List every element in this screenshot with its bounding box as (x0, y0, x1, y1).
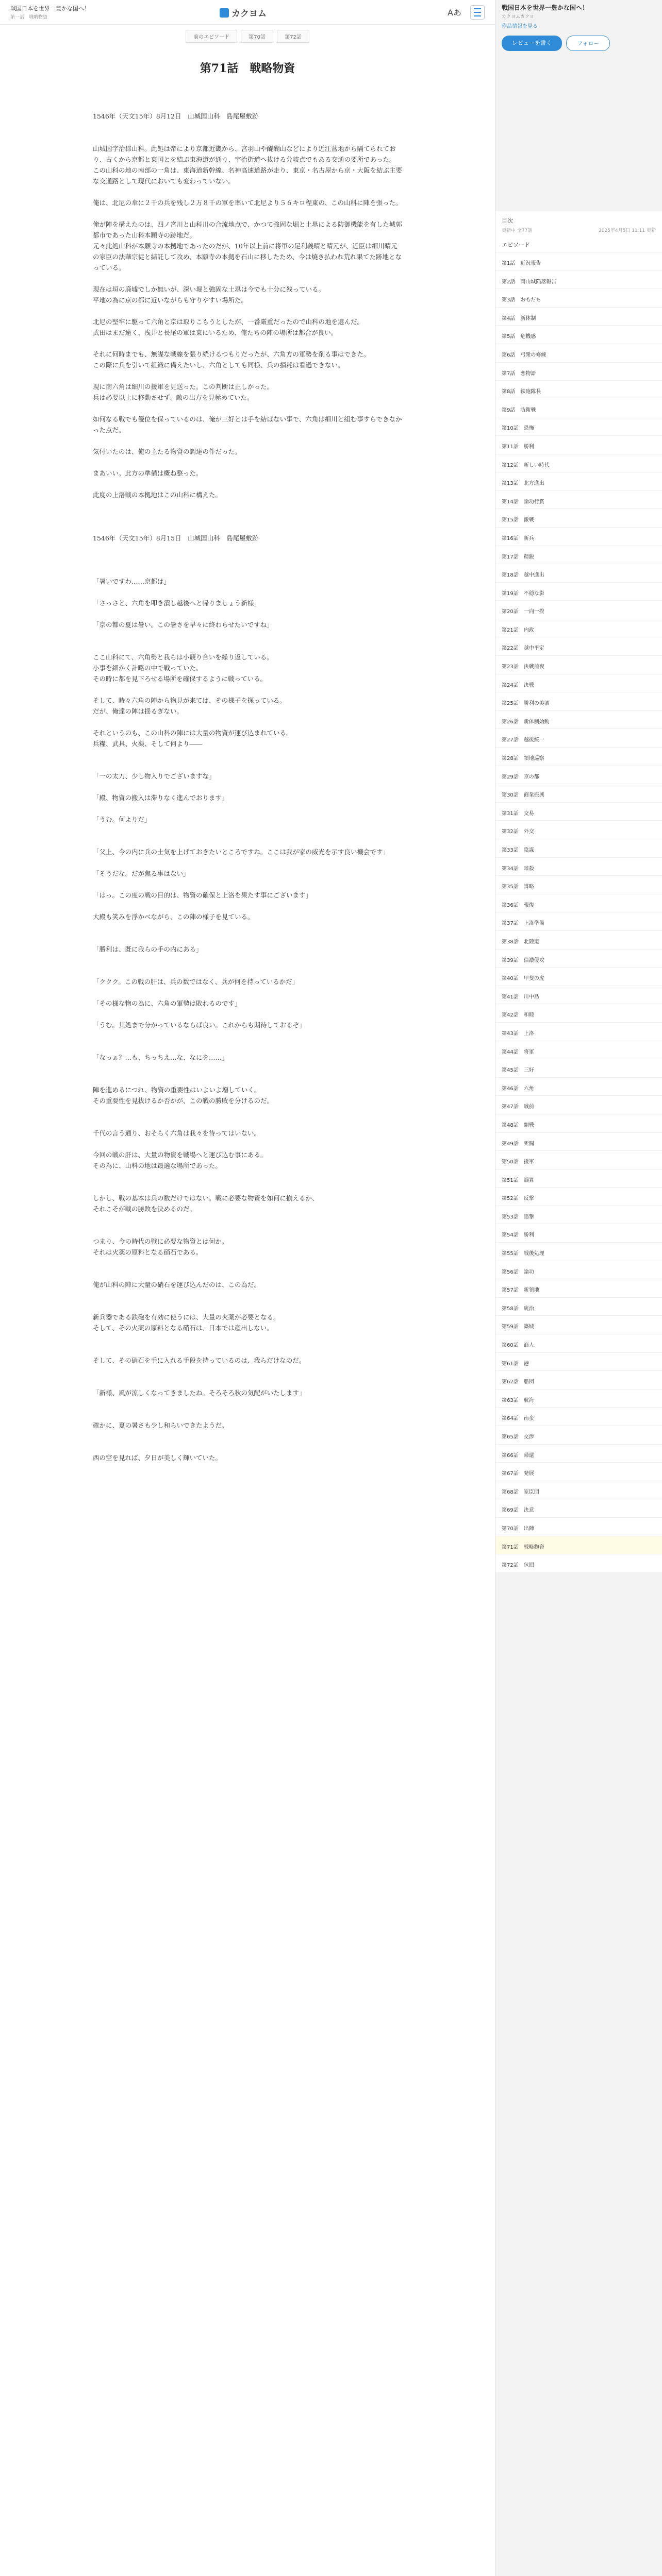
body-paragraph: それに何時までも、無謀な戦線を張り続けるつもりだったが、六角方の軍勢を削る事はできた。 (93, 350, 370, 358)
review-button[interactable]: レビューを書く (502, 36, 562, 51)
episode-link[interactable]: 第11話 勝利 (495, 436, 662, 454)
episode-link[interactable]: 第2話 岡山城陥落報告 (495, 271, 662, 290)
body-paragraph: 「なっぁ？…も、ちっちえ…な、なにを……」 (93, 1054, 228, 1061)
menu-button[interactable] (470, 5, 485, 20)
logo-text: カクヨム (231, 9, 267, 19)
blank-line (93, 544, 402, 554)
body-paragraph: 俺が陣を構えたのは、四ノ宮川と山科川の合流地点で、かつて強固な堀と土塁による防御機能を有した城郭都市であった山科本願寺の跡地だ。 (93, 221, 402, 239)
episode-link[interactable]: 第47話 戦前 (495, 1096, 662, 1114)
body-paragraph: この際に兵を引いて組織に備えたいし、六角としても同様、兵の損耗は看過できない。 (93, 361, 344, 369)
body-paragraph: 1546年（天文15年）8月12日 山城国山科 島尾屋敷跡 (93, 112, 259, 120)
work-info-link[interactable]: 作品情報を見る (502, 24, 538, 29)
blank-line (93, 1398, 402, 1409)
body-paragraph: それというのも、この山科の陣には大量の物資が運び込まれている。 (93, 729, 293, 737)
episode-link[interactable]: 第56話 論功 (495, 1261, 662, 1280)
episode-link[interactable]: 第58話 統治 (495, 1298, 662, 1316)
current-episode-label: 第70話 (241, 30, 273, 43)
blank-line (93, 879, 402, 890)
episode-link[interactable]: 第9話 防衛戦 (495, 399, 662, 418)
body-paragraph: 1546年（天文15年）8月15日 山城国山科 島尾屋敷跡 (93, 534, 259, 542)
episode-link[interactable]: 第10話 恐怖 (495, 417, 662, 436)
body-paragraph: その時に都を見下ろせる場所を確保するように戦っている。 (93, 675, 267, 683)
site-logo[interactable] (220, 6, 267, 19)
blank-line (93, 306, 402, 316)
blank-line (93, 825, 402, 836)
episodes-heading: エピソード (495, 238, 662, 252)
episode-link[interactable]: 第6話 弓衆の修練 (495, 344, 662, 363)
body-paragraph: 「うむ。其処まで分かっているならば良い。これからも期待しておるぞ」 (93, 1021, 306, 1029)
blank-line (93, 836, 402, 846)
blank-line (93, 565, 402, 576)
work-info[interactable] (10, 4, 144, 20)
blank-line (93, 1431, 402, 1442)
body-paragraph: 小事を細かく計略の中で戦っていた。 (93, 664, 203, 672)
episode-link[interactable]: 第64話 南蛮 (495, 1408, 662, 1426)
body-paragraph: 此度の上洛戦の本拠地はこの山科に構えた。 (93, 491, 222, 499)
episode-pager (0, 30, 495, 43)
blank-line (93, 1344, 402, 1355)
body-paragraph: 兵は必要以上に移動させず、敵の出方を見極めていた。 (93, 394, 254, 401)
blank-line (93, 273, 402, 284)
top-bar (0, 0, 495, 25)
body-paragraph: 「そうだな。だが焦る事はない」 (93, 870, 190, 877)
blank-line (93, 1301, 402, 1312)
episode-link[interactable]: 第48話 開戦 (495, 1114, 662, 1133)
episode-link[interactable]: 第38話 北陸道 (495, 931, 662, 950)
blank-line (93, 608, 402, 619)
episode-link[interactable]: 第29話 京の都 (495, 766, 662, 785)
blank-line (93, 1258, 402, 1268)
episode-link[interactable]: 第40話 甲斐の虎 (495, 968, 662, 986)
work-title[interactable]: 戦国日本を世界一豊かな国へ！ (10, 5, 90, 12)
episode-link[interactable]: 第34話 暗殺 (495, 858, 662, 876)
episode-link[interactable]: 第71話 戦略物資 (495, 1536, 662, 1555)
episode-link[interactable]: 第33話 陰謀 (495, 839, 662, 858)
body-paragraph: 西の空を見れば、夕日が美しく輝いていた。 (93, 1454, 222, 1462)
blank-line (93, 933, 402, 944)
blank-line (93, 1290, 402, 1301)
blank-line (93, 208, 402, 219)
episode-link[interactable]: 第55話 戦後処理 (495, 1243, 662, 1261)
episode-link[interactable]: 第32話 外交 (495, 821, 662, 839)
episode-body (93, 111, 402, 1463)
blank-line (93, 1030, 402, 1041)
episode-link[interactable]: 第44話 将軍 (495, 1041, 662, 1060)
episode-link[interactable]: 第54話 勝利 (495, 1224, 662, 1243)
episode-link[interactable]: 第50話 援軍 (495, 1151, 662, 1170)
body-paragraph: 新兵器である鉄砲を有効に使うには、大量の火薬が必要となる。 (93, 1313, 280, 1321)
blank-line (93, 479, 402, 489)
blank-line (93, 370, 402, 381)
blank-line (93, 1214, 402, 1225)
episode-link[interactable]: 第27話 越後統一 (495, 729, 662, 748)
episode-link[interactable]: 第52話 反撃 (495, 1188, 662, 1206)
episode-link[interactable]: 第60話 商人 (495, 1334, 662, 1353)
sidebar (495, 0, 662, 2576)
episode-link[interactable]: 第53話 追撃 (495, 1206, 662, 1225)
episode-link[interactable]: 第39話 信濃侵攻 (495, 950, 662, 968)
blank-line (93, 1333, 402, 1344)
blank-line (93, 1009, 402, 1020)
font-settings-button[interactable]: Aあ (448, 8, 461, 18)
episode-link[interactable]: 第19話 不穏な影 (495, 583, 662, 601)
episode-link[interactable]: 第3話 おもだち (495, 289, 662, 308)
body-paragraph: 「殿、物資の搬入は滞りなく進んでおります」 (93, 794, 228, 802)
body-paragraph: 武田はまだ遠く、浅井と長尾の軍は東にいるため、俺たちの陣の場所は都合が良い。 (93, 329, 338, 336)
body-paragraph: 平地の為に京の都に近いながらも守りやすい場所だ。 (93, 296, 248, 304)
blank-line (93, 1377, 402, 1387)
episode-link[interactable]: 第68話 家臣団 (495, 1481, 662, 1500)
body-paragraph: 如何なる戦でも優位を保っているのは、俺が三好とは手を結ばない事で、六角は細川と組む事すらできなかった点だ。 (93, 415, 402, 434)
body-paragraph: つまり、今の時代の戦に必要な物資とは何か。 (93, 1238, 228, 1245)
episode-link[interactable]: 第46話 六角 (495, 1078, 662, 1096)
blank-line (93, 338, 402, 349)
episode-link[interactable]: 第41話 川中島 (495, 986, 662, 1005)
body-paragraph: 陣を進めるにつれ、物資の重要性はいよいよ増していく。 (93, 1086, 261, 1094)
body-paragraph: 「さっさと、六角を叩き潰し越後へと帰りましょう新様」 (93, 599, 261, 607)
blank-line (93, 1366, 402, 1377)
body-paragraph: 確かに、夏の暑さも少し和らいできたようだ。 (93, 1421, 228, 1429)
blank-line (93, 522, 402, 533)
blank-line (93, 587, 402, 598)
blank-line (93, 1442, 402, 1452)
blank-line (93, 132, 402, 143)
episode-subtitle: 第一話 戦略物資 (10, 15, 48, 20)
episode-link[interactable]: 第7話 恋物語 (495, 363, 662, 381)
episode-link[interactable]: 第51話 誤算 (495, 1170, 662, 1188)
episode-link[interactable]: 第42話 和睦 (495, 1004, 662, 1023)
body-paragraph: 「はっ。この度の戦の目的は、物資の確保と上洛を果たす事にございます」 (93, 891, 312, 899)
prev-episode-link[interactable]: 前のエピソード (186, 30, 237, 43)
blank-line (93, 1409, 402, 1420)
episode-link[interactable]: 第1話 近況報告 (495, 252, 662, 271)
body-paragraph: 「ククク。この戦の肝は、兵の数ではなく、兵が何を持っているかだ」 (93, 978, 299, 986)
episode-link[interactable]: 第36話 報復 (495, 894, 662, 913)
body-paragraph: 現に南六角は細川の援軍を見送った。この判断は正しかった。 (93, 383, 274, 391)
episode-link[interactable]: 第67話 発展 (495, 1463, 662, 1481)
sidebar-author[interactable]: カクヨムカクヨ (502, 14, 535, 20)
body-paragraph: それは火薬の原料となる硝石である。 (93, 1248, 203, 1256)
episode-link[interactable]: 第4話 新体制 (495, 308, 662, 326)
body-paragraph: 「うむ。何よりだ」 (93, 816, 151, 823)
body-paragraph: 俺は、北尼の傘に２千の兵を残し２万８千の軍を率いて北尼より５６キロ程東の、この山科に陣を張った。 (93, 199, 402, 207)
episode-link[interactable]: 第45話 三好 (495, 1059, 662, 1078)
body-paragraph: 兵糧、武具、火薬、そして何より―― (93, 740, 203, 748)
episode-link[interactable]: 第72話 包囲 (495, 1554, 662, 1573)
episode-link[interactable]: 第12話 新しい時代 (495, 454, 662, 473)
follow-button[interactable]: フォロー (566, 36, 610, 51)
sidebar-work-title[interactable]: 戦国日本を世界一豊かな国へ！ (502, 4, 589, 11)
blank-line (93, 782, 402, 792)
body-paragraph: 気付いたのは、俺の主たる物資の調達の件だった。 (93, 448, 241, 455)
body-paragraph: だが、俺達の陣は揺るぎない。 (93, 707, 184, 715)
episode-link[interactable]: 第18話 越中進出 (495, 564, 662, 583)
episode-link[interactable]: 第16話 新兵 (495, 528, 662, 546)
blank-line (93, 403, 402, 414)
blank-line (93, 1171, 402, 1182)
blank-line (93, 1106, 402, 1117)
body-paragraph: 俺が山科の陣に大量の硝石を運び込んだのは、この為だ。 (93, 1281, 261, 1289)
blank-line (93, 955, 402, 965)
episode-link[interactable]: 第22話 越中平定 (495, 637, 662, 656)
body-paragraph: 「その様な物の為に、六角の軍勢は敗れるのです」 (93, 999, 241, 1007)
episode-link[interactable]: 第43話 上洛 (495, 1023, 662, 1041)
episode-link[interactable]: 第8話 鉄砲隊長 (495, 381, 662, 399)
blank-line (93, 1041, 402, 1052)
body-paragraph: その重要性を見抜けるか否かが、この戦の勝敗を分けるのだ。 (93, 1097, 274, 1105)
episode-title: 第71話 戦略物資 (200, 62, 295, 75)
body-paragraph: 山城国字治郡山科。此処は帝により京都近畿から、宮羽山や醍醐山などにより近江盆地から隔てられており、古くから京都と東国とを結ぶ東海道が通り、宇治街道へ抜ける分岐点でもある交通の要所であった。 (93, 145, 396, 163)
blank-line (93, 435, 402, 446)
body-paragraph: ここ山科にて、六角勢と我らは小競り合いを繰り返している。 (93, 653, 273, 661)
episode-link[interactable]: 第28話 領地巡察 (495, 748, 662, 766)
blank-line (93, 965, 402, 976)
episode-link[interactable]: 第62話 船団 (495, 1371, 662, 1389)
episode-link[interactable]: 第70話 出陣 (495, 1518, 662, 1536)
blank-line (93, 1117, 402, 1128)
episode-link[interactable]: 第30話 商業振興 (495, 784, 662, 803)
episode-link[interactable]: 第37話 上洛準備 (495, 912, 662, 931)
episode-link[interactable]: 第24話 決戦 (495, 674, 662, 693)
episode-link[interactable]: 第69話 決意 (495, 1499, 662, 1518)
body-paragraph: 元々此処山科が本願寺の本拠地であったのだが、10年以上前に将軍の足利義晴と晴元が、近臣は細川晴元の家臣の法華宗徒と結託して攻め、本願寺の本拠を石山に移したため、今は焼き払われ荒れ果てた跡地となっている。 (93, 242, 402, 272)
blank-line (93, 554, 402, 565)
episode-link[interactable]: 第14話 論功行賞 (495, 491, 662, 510)
blank-line (93, 1182, 402, 1193)
body-paragraph: 「新様、風が涼しくなってきましたね。そろそろ秋の気配がいたします」 (93, 1389, 306, 1397)
blank-line (93, 1139, 402, 1149)
body-paragraph: 「勝利は、既に我らの手の内にある」 (93, 945, 203, 953)
episode-link[interactable]: 第61話 港 (495, 1353, 662, 1371)
episode-link[interactable]: 第59話 築城 (495, 1316, 662, 1334)
blank-line (93, 987, 402, 998)
blank-line (93, 1063, 402, 1074)
episode-link[interactable]: 第25話 勝利の美酒 (495, 692, 662, 711)
episode-list (495, 252, 662, 1573)
episode-link[interactable]: 第21話 内政 (495, 619, 662, 638)
body-paragraph: この山科の地の南部の一角は、東海道新幹線、名神高速道路が走り、東京・名古屋から京・大阪を結ぶ主要な交通路として現代においても変わっていない。 (93, 166, 403, 185)
blank-line (93, 630, 402, 641)
body-paragraph: そして、その硝石を手に入れる手段を持っているのは、我らだけなのだ。 (93, 1357, 306, 1364)
blank-line (93, 1225, 402, 1236)
blank-line (93, 857, 402, 868)
episode-link[interactable]: 第5話 危機感 (495, 326, 662, 344)
blank-line (93, 641, 402, 652)
body-paragraph: 現在は垣の廃墟でしか無いが、深い堀と強固な土塁は今でも十分に残っている。 (93, 285, 325, 293)
work-card[interactable] (495, 0, 662, 32)
body-paragraph: 千代の言う通り、おそらく六角は我々を待ってはいない。 (93, 1129, 261, 1137)
episode-link[interactable]: 第15話 激戦 (495, 509, 662, 528)
body-paragraph: しかし、戦の基本は兵の数だけではない。戦に必要な物資を如何に揃えるか、 (93, 1194, 319, 1202)
blank-line (93, 803, 402, 814)
next-episode-link[interactable]: 第72話 (277, 30, 309, 43)
blank-line (93, 500, 402, 511)
hamburger-icon (474, 8, 481, 9)
kakuyomu-logo-icon (220, 8, 229, 18)
episode-link[interactable]: 第49話 死闘 (495, 1133, 662, 1151)
toc-meta (495, 227, 662, 238)
sidebar-actions (495, 32, 662, 54)
blank-line (93, 187, 402, 197)
blank-line (93, 511, 402, 522)
body-paragraph: まあいい。此方の準備は概ね整った。 (93, 469, 203, 477)
body-paragraph: そして、時々六角の陣から物見が来ては、その様子を探っている。 (93, 697, 286, 704)
body-paragraph: 「京の都の夏は暑い。この暑さを早々に終わらせたいですね」 (93, 621, 273, 629)
toc-heading: 目次 (502, 217, 513, 224)
episode-link[interactable]: 第26話 新体制始動 (495, 711, 662, 730)
body-paragraph: 「一の太刀、少し物入りでございますな」 (93, 772, 216, 780)
table-of-contents (495, 211, 662, 1573)
blank-line (93, 122, 402, 132)
blank-line (93, 1268, 402, 1279)
blank-line (93, 749, 402, 760)
episode-link[interactable]: 第17話 精鋭 (495, 546, 662, 565)
episode-link[interactable]: 第23話 決戦前夜 (495, 656, 662, 674)
blank-line (93, 684, 402, 695)
blank-line (93, 717, 402, 727)
blank-line (93, 901, 402, 911)
body-paragraph: そして、その火薬の原料となる硝石は、日本では産出しない。 (93, 1324, 273, 1332)
episode-link[interactable]: 第13話 北方進出 (495, 472, 662, 491)
blank-line (93, 1074, 402, 1084)
episode-count: 更新中 全77話 (502, 228, 533, 233)
body-paragraph: 大殿も笑みを浮かべながら、この陣の様子を見ている。 (93, 913, 254, 921)
body-paragraph: それこそが戦の勝敗を決めるのだ。 (93, 1205, 196, 1213)
blank-line (93, 922, 402, 933)
episode-link[interactable]: 第20話 一向一揆 (495, 601, 662, 619)
body-paragraph: 「暑いですわ……京都は」 (93, 578, 171, 585)
updated-at: 2025年4月5日 11:11 更新 (598, 228, 656, 233)
episode-link[interactable]: 第31話 交易 (495, 803, 662, 821)
blank-line (93, 760, 402, 771)
body-paragraph: 「父上、今の内に兵の士気を上げておきたいところですね。ここは我が家の威光を示す良い機会です」 (93, 848, 389, 856)
episode-link[interactable]: 第57話 新領地 (495, 1279, 662, 1298)
body-paragraph: その為に、山科の地は最適な場所であった。 (93, 1162, 222, 1170)
episode-link[interactable]: 第66話 帰還 (495, 1445, 662, 1463)
blank-line (93, 457, 402, 468)
episode-link[interactable]: 第63話 航海 (495, 1389, 662, 1408)
body-paragraph: 北尼の堅牢に駆って六角と京は取りこもうとしたが、一番厳重だったので山科の地を選んだ。 (93, 318, 364, 326)
body-paragraph: 今回の戦の肝は、大量の物資を戦場へと運び込む事にある。 (93, 1151, 267, 1159)
episode-link[interactable]: 第65話 交渉 (495, 1426, 662, 1445)
episode-link[interactable]: 第35話 謀略 (495, 876, 662, 894)
